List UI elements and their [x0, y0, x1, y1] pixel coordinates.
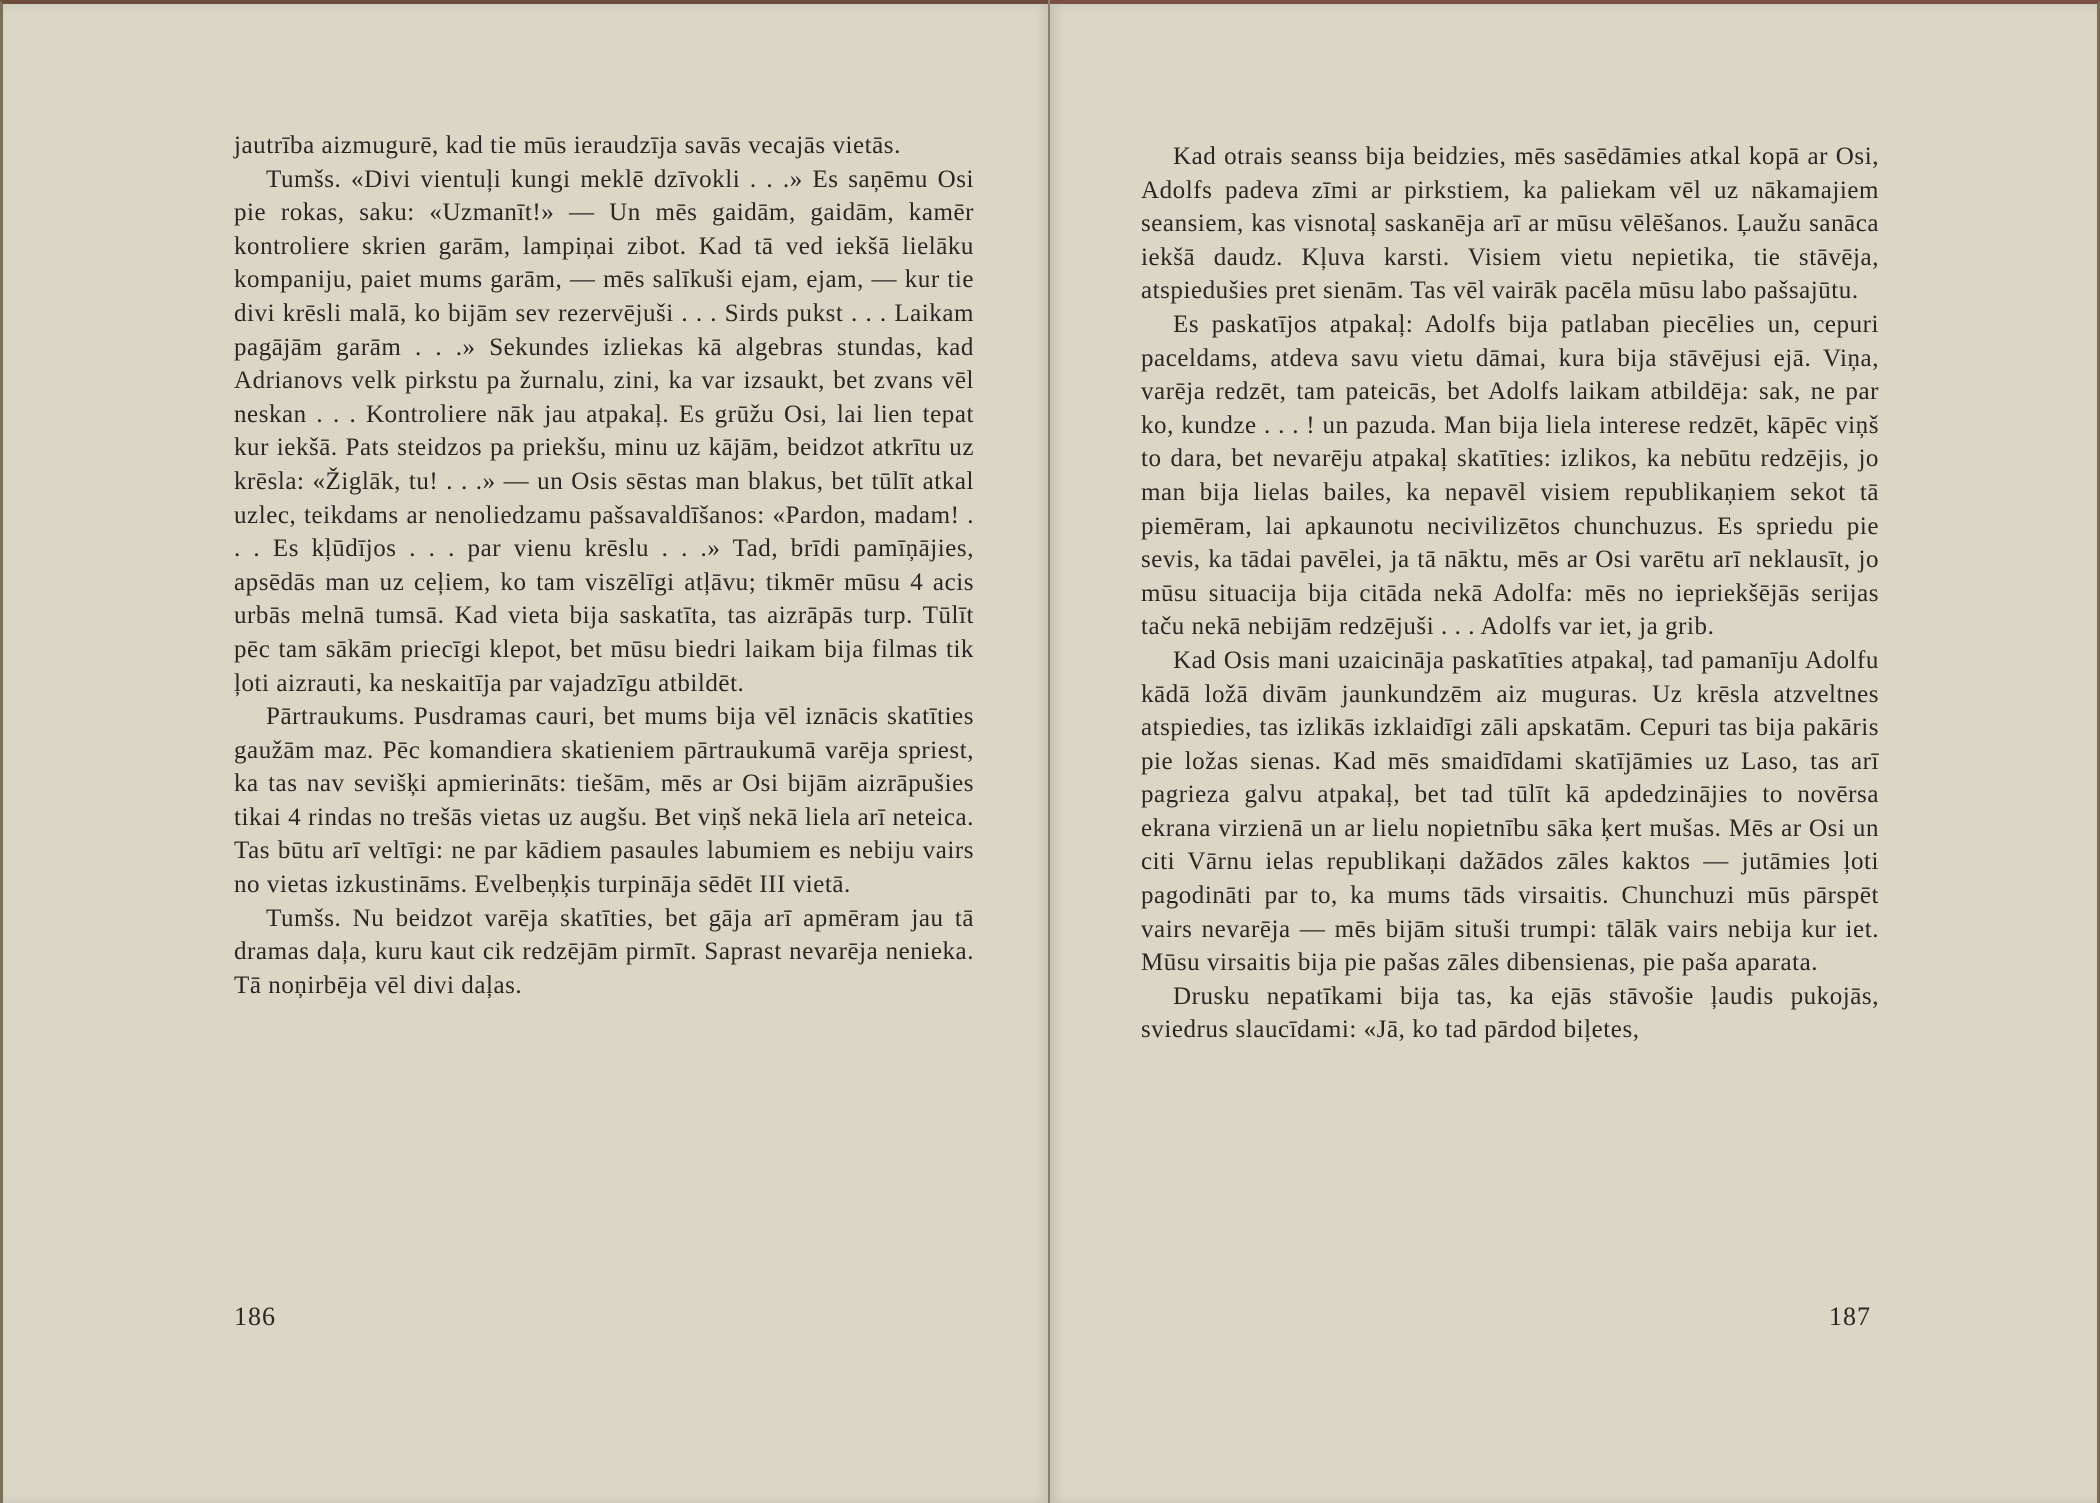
paragraph: Pārtraukums. Pusdramas cauri, bet mums bija vēl iznācis skatīties gaužām maz. Pēc komandiera skatieniem pārtraukumā varēja spriest, ka tas nav sevišķi apmierināts: tiešām, mēs ar Osi bijām aizrāpušies tikai 4 rindas no trešās vietas uz augšu. Bet viņš nekā liela arī neteica. Tas būtu arī veltīgi: ne par kādiem pasaules labumiem es nebiju vairs no vietas izkustināms. Evelbeņķis turpināja sēdēt III vietā.	[234, 703, 974, 899]
paragraph: Tumšs. Nu beidzot varēja skatīties, bet gāja arī apmēram jau tā dramas daļa, kuru kaut cik redzējām pirmīt. Saprast nevarēja nenieka. Tā noņirbēja vēl divi daļas.	[234, 904, 974, 999]
paragraph: Es paskatījos atpakaļ: Adolfs bija patlaban piecēlies un, cepuri paceldams, atdeva savu vietu dāmai, kura bija stāvējusi ejā. Viņa, varēja redzēt, tam pateicās, bet Adolfs laikam atbildēja: sak, ne par ko, kundze . . . ! un pazuda. Man bija liela interese redzēt, kāpēc viņš to dara, bet nevarēju atpakaļ skatīties: izlikos, ka nebūtu redzējis, jo man bija lielas bailes, ka nepavēl visiem republikaņiem sekot tā piemēram, lai apkaunotu necivilizētos chunchuzus. Es spriedu pie sevis, ka tādai pavēlei, ja tā nāktu, mēs ar Osi varētu arī neklausīt, jo mūsu situacija bija citāda nekā Adolfa: mēs no iepriekšējās serijas taču nekā nebijām redzējuši . . . Adolfs var iet, ja grib.	[1141, 310, 1879, 641]
paragraph: Kad Osis mani uzaicināja paskatīties atpakaļ, tad pamanīju Adolfu kādā ložā divām jaunkundzēm aiz muguras. Uz krēsla atzveltnes atspiedies, tas izlikās izklaidīgi zāli apskatām. Cepuri tas bija pakāris pie ložas sienas. Kad mēs smaidīdami skatījāmies uz Laso, tas arī pagrieza galvu atpakaļ, bet tad tūlīt kā apdedzinājies to novērsa ekrana virzienā un ar lielu nopietnību sāka ķert mušas. Mēs ar Osi un citi Vārnu ielas republikaņi dažādos zāles kaktos — jutāmies ļoti pagodināti par to, ka mums tāds virsaitis. Chunchuzi mūs pārspēt vairs nevarēja — mēs bijām situši trumpi: tālāk vairs nebija kur iet. Mūsu virsaitis bija pie pašas zāles dibensienas, pie paša aparata.	[1141, 646, 1879, 977]
page-number: 187	[1829, 1302, 1871, 1331]
page-number: 186	[234, 1302, 276, 1331]
right-page-text	[1141, 140, 1879, 1047]
paragraph: Kad otrais seanss bija beidzies, mēs sasēdāmies atkal kopā ar Osi, Adolfs padeva zīmi ar pirkstiem, ka paliekam vēl uz nākamajiem seansiem, kas visnotaļ saskanēja arī ar mūsu vēlēšanos. Ļaužu sanāca iekšā daudz. Kļuva karsti. Visiem vietu nepietika, tie stāvēja, atspiedušies pret sienām. Tas vēl vairāk pacēla mūsu labo pašsajūtu.	[1141, 143, 1879, 305]
paragraph: Drusku nepatīkami bija tas, ka ejās stāvošie ļaudis pukojās, sviedrus slaucīdami: «Jā, ko tad pārdod biļetes,	[1141, 982, 1879, 1044]
right-page	[1050, 0, 2100, 1503]
paragraph: jautrība aizmugurē, kad tie mūs ieraudzīja savās vecajās vietās.	[234, 132, 901, 159]
left-page-text	[234, 129, 974, 1002]
paragraph: Tumšs. «Divi vientuļi kungi meklē dzīvokli . . .» Es saņēmu Osi pie rokas, saku: «Uzmanīt!» — Un mēs gaidām, gaidām, kamēr kontroliere skrien garām, lampiņai zibot. Kad tā ved iekšā lielāku kompaniju, paiet mums garām, — mēs salīkuši ejam, ejam, — kur tie divi krēsli malā, ko bijām sev rezervējuši . . . Sirds pukst . . . Laikam pagājām garām . . .» Sekundes izliekas kā algebras stundas, kad Adrianovs velk pirkstu pa žurnalu, zini, ka var izsaukt, bet zvans vēl neskan . . . Kontroliere nāk jau atpakaļ. Es grūžu Osi, lai lien tepat kur iekšā. Pats steidzos pa priekšu, minu uz kājām, beidzot atkrītu uz krēsla: «Žiglāk, tu! . . .» — un Osis sēstas man blakus, bet tūlīt atkal uzlec, teikdams ar nenoliedzamu pašsavaldīšanos: «Pardon, madam! . . . Es kļūdījos . . . par vienu krēslu . . .» Tad, brīdi pamīņājies, apsēdās man uz ceļiem, ko tam viszēlīgi atļāvu; tikmēr mūsu 4 acis urbās melnā tumsā. Kad vieta bija saskatīta, tas aizrāpās turp. Tūlīt pēc tam sākām priecīgi klepot, bet mūsu biedri laikam bija filmas tik ļoti aizrauti, ka neskaitīja par vajadzīgu atbildēt.	[234, 165, 974, 697]
